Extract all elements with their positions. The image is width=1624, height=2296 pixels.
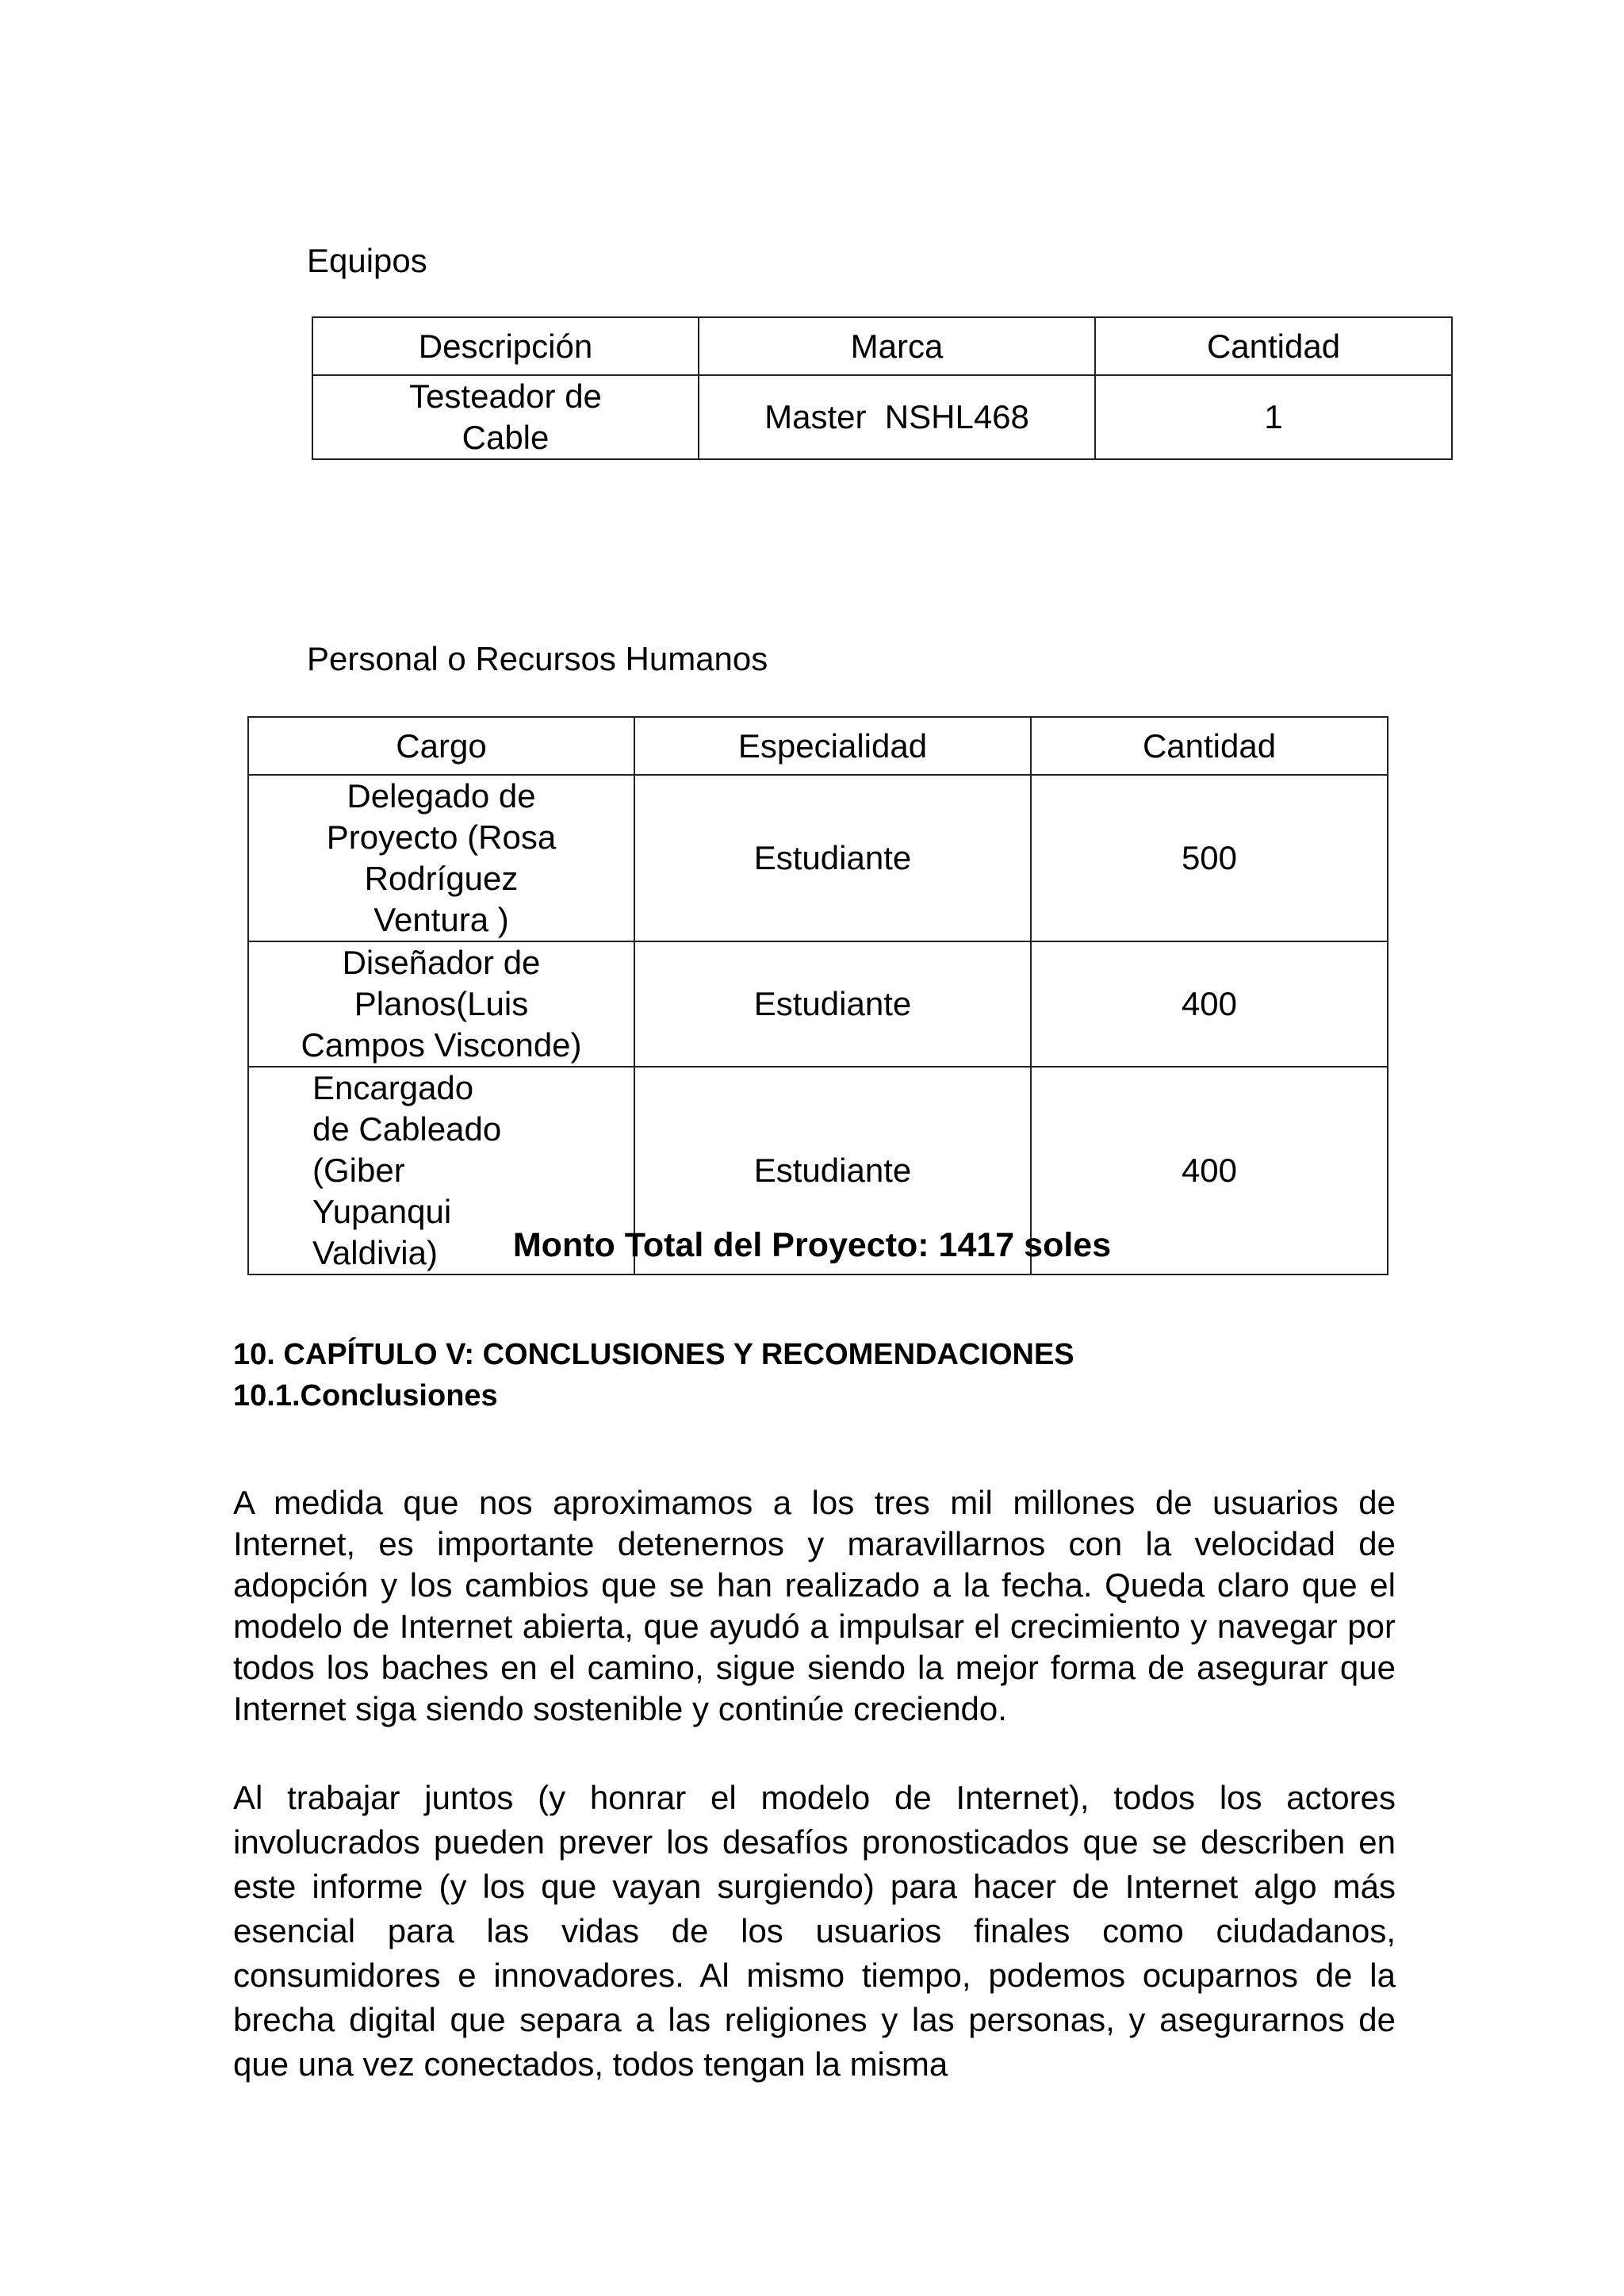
- personal-heading: Personal o Recursos Humanos: [307, 640, 768, 677]
- chapter-title: 10. CAPÍTULO V: CONCLUSIONES Y RECOMENDACIONES: [233, 1338, 1074, 1371]
- project-total: Monto Total del Proyecto: 1417 soles: [512, 1226, 1112, 1264]
- cell-especialidad: Estudiante: [634, 941, 1031, 1067]
- cell-descripcion: Testeador de Cable: [312, 375, 699, 459]
- section-title: 10.1.Conclusiones: [233, 1379, 498, 1412]
- cell-cargo: Diseñador de Planos(Luis Campos Visconde): [248, 941, 634, 1067]
- paragraph-text: Al trabajar juntos (y honrar el modelo de Internet), todos los actores involucrados pueden prever los desafíos pronosticados que se describen en este informe (y los que vayan surgiendo) para hacer de Internet algo más esencial para las vidas de los usuarios finales como ciudadanos, consumidores e innovadores. Al mismo tiempo, podemos ocuparnos de la brecha digital que separa a las religiones y las personas, y asegurarnos de que una vez conectados, todos tengan la misma: [233, 1779, 1396, 2083]
- header-cantidad: Cantidad: [1095, 317, 1452, 375]
- equipos-heading: Equipos: [307, 242, 427, 279]
- paragraph-2: [233, 1776, 1396, 2087]
- cell-cargo: Delegado de Proyecto (Rosa Rodríguez Ventura ): [248, 775, 634, 941]
- table-header-row: [248, 717, 1388, 775]
- header-marca: Marca: [699, 317, 1095, 375]
- cell-especialidad: Estudiante: [634, 775, 1031, 941]
- table-row: [248, 775, 1388, 941]
- cell-cargo: Encargado de Cableado (Giber Yupanqui Valdivia): [248, 1067, 634, 1274]
- paragraph-1: [233, 1482, 1396, 1730]
- cell-cantidad: 1: [1095, 375, 1452, 459]
- cell-especialidad: Estudiante: [634, 1067, 1031, 1274]
- table-header-row: [312, 317, 1452, 375]
- cell-marca: Master NSHL468: [699, 375, 1095, 459]
- table-row: [248, 941, 1388, 1067]
- equipos-table: [312, 316, 1453, 460]
- cell-cantidad: 400: [1031, 1067, 1388, 1274]
- header-descripcion: Descripción: [312, 317, 699, 375]
- paragraph-text: A medida que nos aproximamos a los tres mil millones de usuarios de Internet, es importante detenernos y maravillarnos con la velocidad de adopción y los cambios que se han realizado a la fecha. Queda claro que el modelo de Internet abierta, que ayudó a impulsar el crecimiento y navegar por todos los baches en el camino, sigue siendo la mejor forma de asegurar que Internet siga siendo sostenible y continúe creciendo.: [233, 1484, 1396, 1727]
- header-cantidad: Cantidad: [1031, 717, 1388, 775]
- cell-cantidad: 400: [1031, 941, 1388, 1067]
- header-especialidad: Especialidad: [634, 717, 1031, 775]
- table-row: [312, 375, 1452, 459]
- header-cargo: Cargo: [248, 717, 634, 775]
- personal-table: [247, 716, 1388, 1275]
- cell-cantidad: 500: [1031, 775, 1388, 941]
